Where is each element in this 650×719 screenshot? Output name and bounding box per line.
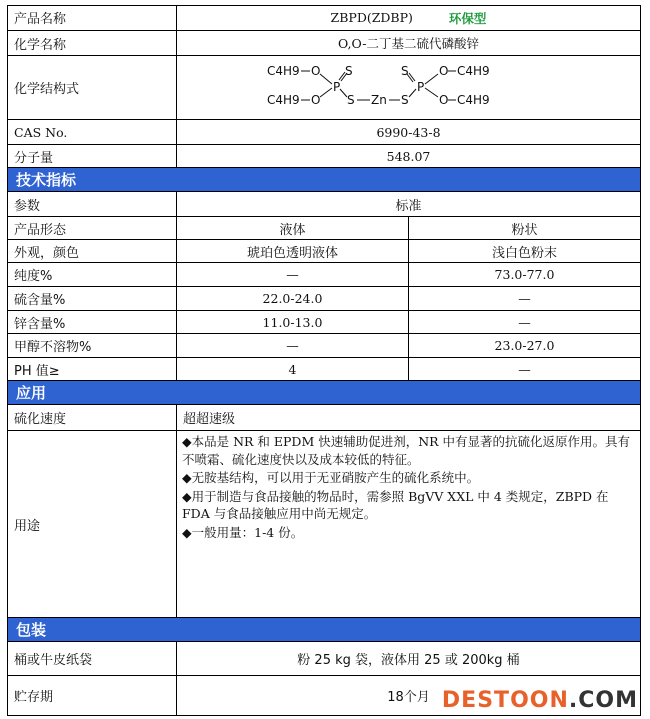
oxygen-top-right: O (438, 63, 448, 78)
row-sulfur (7, 287, 641, 311)
section-header-packaging: 包装 (7, 618, 641, 642)
row-purity (7, 263, 641, 287)
sulfur-liquid: 22.0-24.0 (177, 287, 409, 310)
appearance-label: 外观，颜色 (7, 240, 177, 262)
watermark-brand: DESTOON (441, 688, 569, 713)
row-param-header (7, 192, 641, 217)
row-cas (7, 120, 641, 145)
usage-line-1: ◆本品是 NR 和 EPDM 快速辅助促进剂，NR 中有显著的抗硫化返原作用。具有不喷霜、硫化速度快以及成本较低的特征。 (182, 434, 631, 467)
usage-text (177, 431, 641, 617)
phosphorus-left: P (332, 79, 340, 94)
c4h9-bottom-left: C4H9 (266, 92, 300, 107)
row-molecular-weight (7, 145, 641, 168)
ph-powder: — (409, 358, 641, 380)
cure-speed-label: 硫化速度 (7, 405, 177, 430)
row-zinc (7, 311, 641, 334)
product-name-cell (177, 5, 641, 30)
row-usage (7, 431, 641, 618)
section-header-spec: 技术指标 (7, 168, 641, 192)
form-liquid: 液体 (177, 217, 409, 239)
chemical-name-label: 化学名称 (7, 31, 177, 55)
cas-label: CAS No. (7, 120, 177, 144)
packaging-value: 粉 25 kg 袋，液体用 25 或 200kg 桶 (177, 642, 641, 675)
product-eco-tag: 环保型 (448, 10, 487, 26)
oxygen-bottom-right: O (438, 92, 448, 107)
section-header-application: 应用 (7, 381, 641, 405)
row-appearance (7, 240, 641, 263)
purity-powder: 73.0-77.0 (409, 263, 641, 286)
usage-line-4: ◆一般用量：1-4 份。 (182, 524, 304, 540)
structure-cell (177, 56, 641, 119)
zinc-liquid: 11.0-13.0 (177, 311, 409, 333)
row-structure (7, 56, 641, 120)
row-packaging (7, 642, 641, 676)
oxygen-bottom-left: O (310, 92, 320, 107)
ph-liquid: 4 (177, 358, 409, 380)
form-powder: 粉状 (409, 217, 641, 239)
standard-label: 标准 (177, 192, 641, 216)
form-label: 产品形态 (7, 217, 177, 239)
chemical-structure-diagram (259, 58, 559, 118)
zinc-atom: Zn (370, 92, 387, 107)
row-cure-speed (7, 405, 641, 431)
appearance-powder: 浅白色粉末 (409, 240, 641, 262)
product-name-value: ZBPD(ZDBP) (330, 10, 413, 25)
sulfur-powder: — (409, 287, 641, 310)
molecular-weight-label: 分子量 (7, 145, 177, 167)
purity-liquid: — (177, 263, 409, 286)
destoon-watermark (442, 688, 638, 713)
watermark-suffix: .COM (568, 688, 638, 713)
sulfur-label: 硫含量% (7, 287, 177, 310)
cas-value: 6990-43-8 (177, 120, 641, 144)
methanol-powder: 23.0-27.0 (409, 334, 641, 357)
zinc-label: 锌含量% (7, 311, 177, 333)
sulfur-double-right: S (400, 63, 409, 78)
cure-speed-value: 超超速级 (177, 405, 641, 430)
purity-label: 纯度% (7, 263, 177, 286)
usage-line-3: ◆用于制造与食品接触的物品时，需参照 BgVV XXL 中 4 类规定，ZBPD 在 FDA 与食品接触应用中尚无规定。 (182, 488, 609, 521)
chemical-name-value: O,O-二丁基二硫代磷酸锌 (177, 31, 641, 55)
storage-label: 贮存期 (7, 676, 177, 715)
c4h9-top-left: C4H9 (266, 63, 300, 78)
c4h9-bottom-right: C4H9 (456, 92, 490, 107)
structure-label: 化学结构式 (7, 56, 177, 119)
usage-line-2: ◆无胺基结构，可以用于无亚硝胺产生的硫化系统中。 (182, 470, 480, 485)
row-chemical-name (7, 31, 641, 56)
sulfur-bridge-left: S (346, 92, 355, 107)
appearance-liquid: 琥珀色透明液体 (177, 240, 409, 262)
c4h9-top-right: C4H9 (456, 63, 490, 78)
oxygen-top-left: O (310, 63, 320, 78)
phosphorus-right: P (416, 79, 424, 94)
row-product-name (7, 5, 641, 31)
row-form (7, 217, 641, 240)
sulfur-bridge-right: S (400, 92, 409, 107)
row-methanol (7, 334, 641, 358)
zinc-powder: — (409, 311, 641, 333)
product-name-label: 产品名称 (7, 5, 177, 30)
usage-label: 用途 (7, 431, 177, 617)
sulfur-double-left: S (344, 63, 353, 78)
row-ph (7, 358, 641, 381)
packaging-label: 桶或牛皮纸袋 (7, 642, 177, 675)
molecular-weight-value: 548.07 (177, 145, 641, 167)
methanol-liquid: — (177, 334, 409, 357)
storage-value: 18个月 (177, 676, 641, 715)
param-label: 参数 (7, 192, 177, 216)
methanol-label: 甲醇不溶物% (7, 334, 177, 357)
ph-label: PH 值≥ (7, 358, 177, 380)
